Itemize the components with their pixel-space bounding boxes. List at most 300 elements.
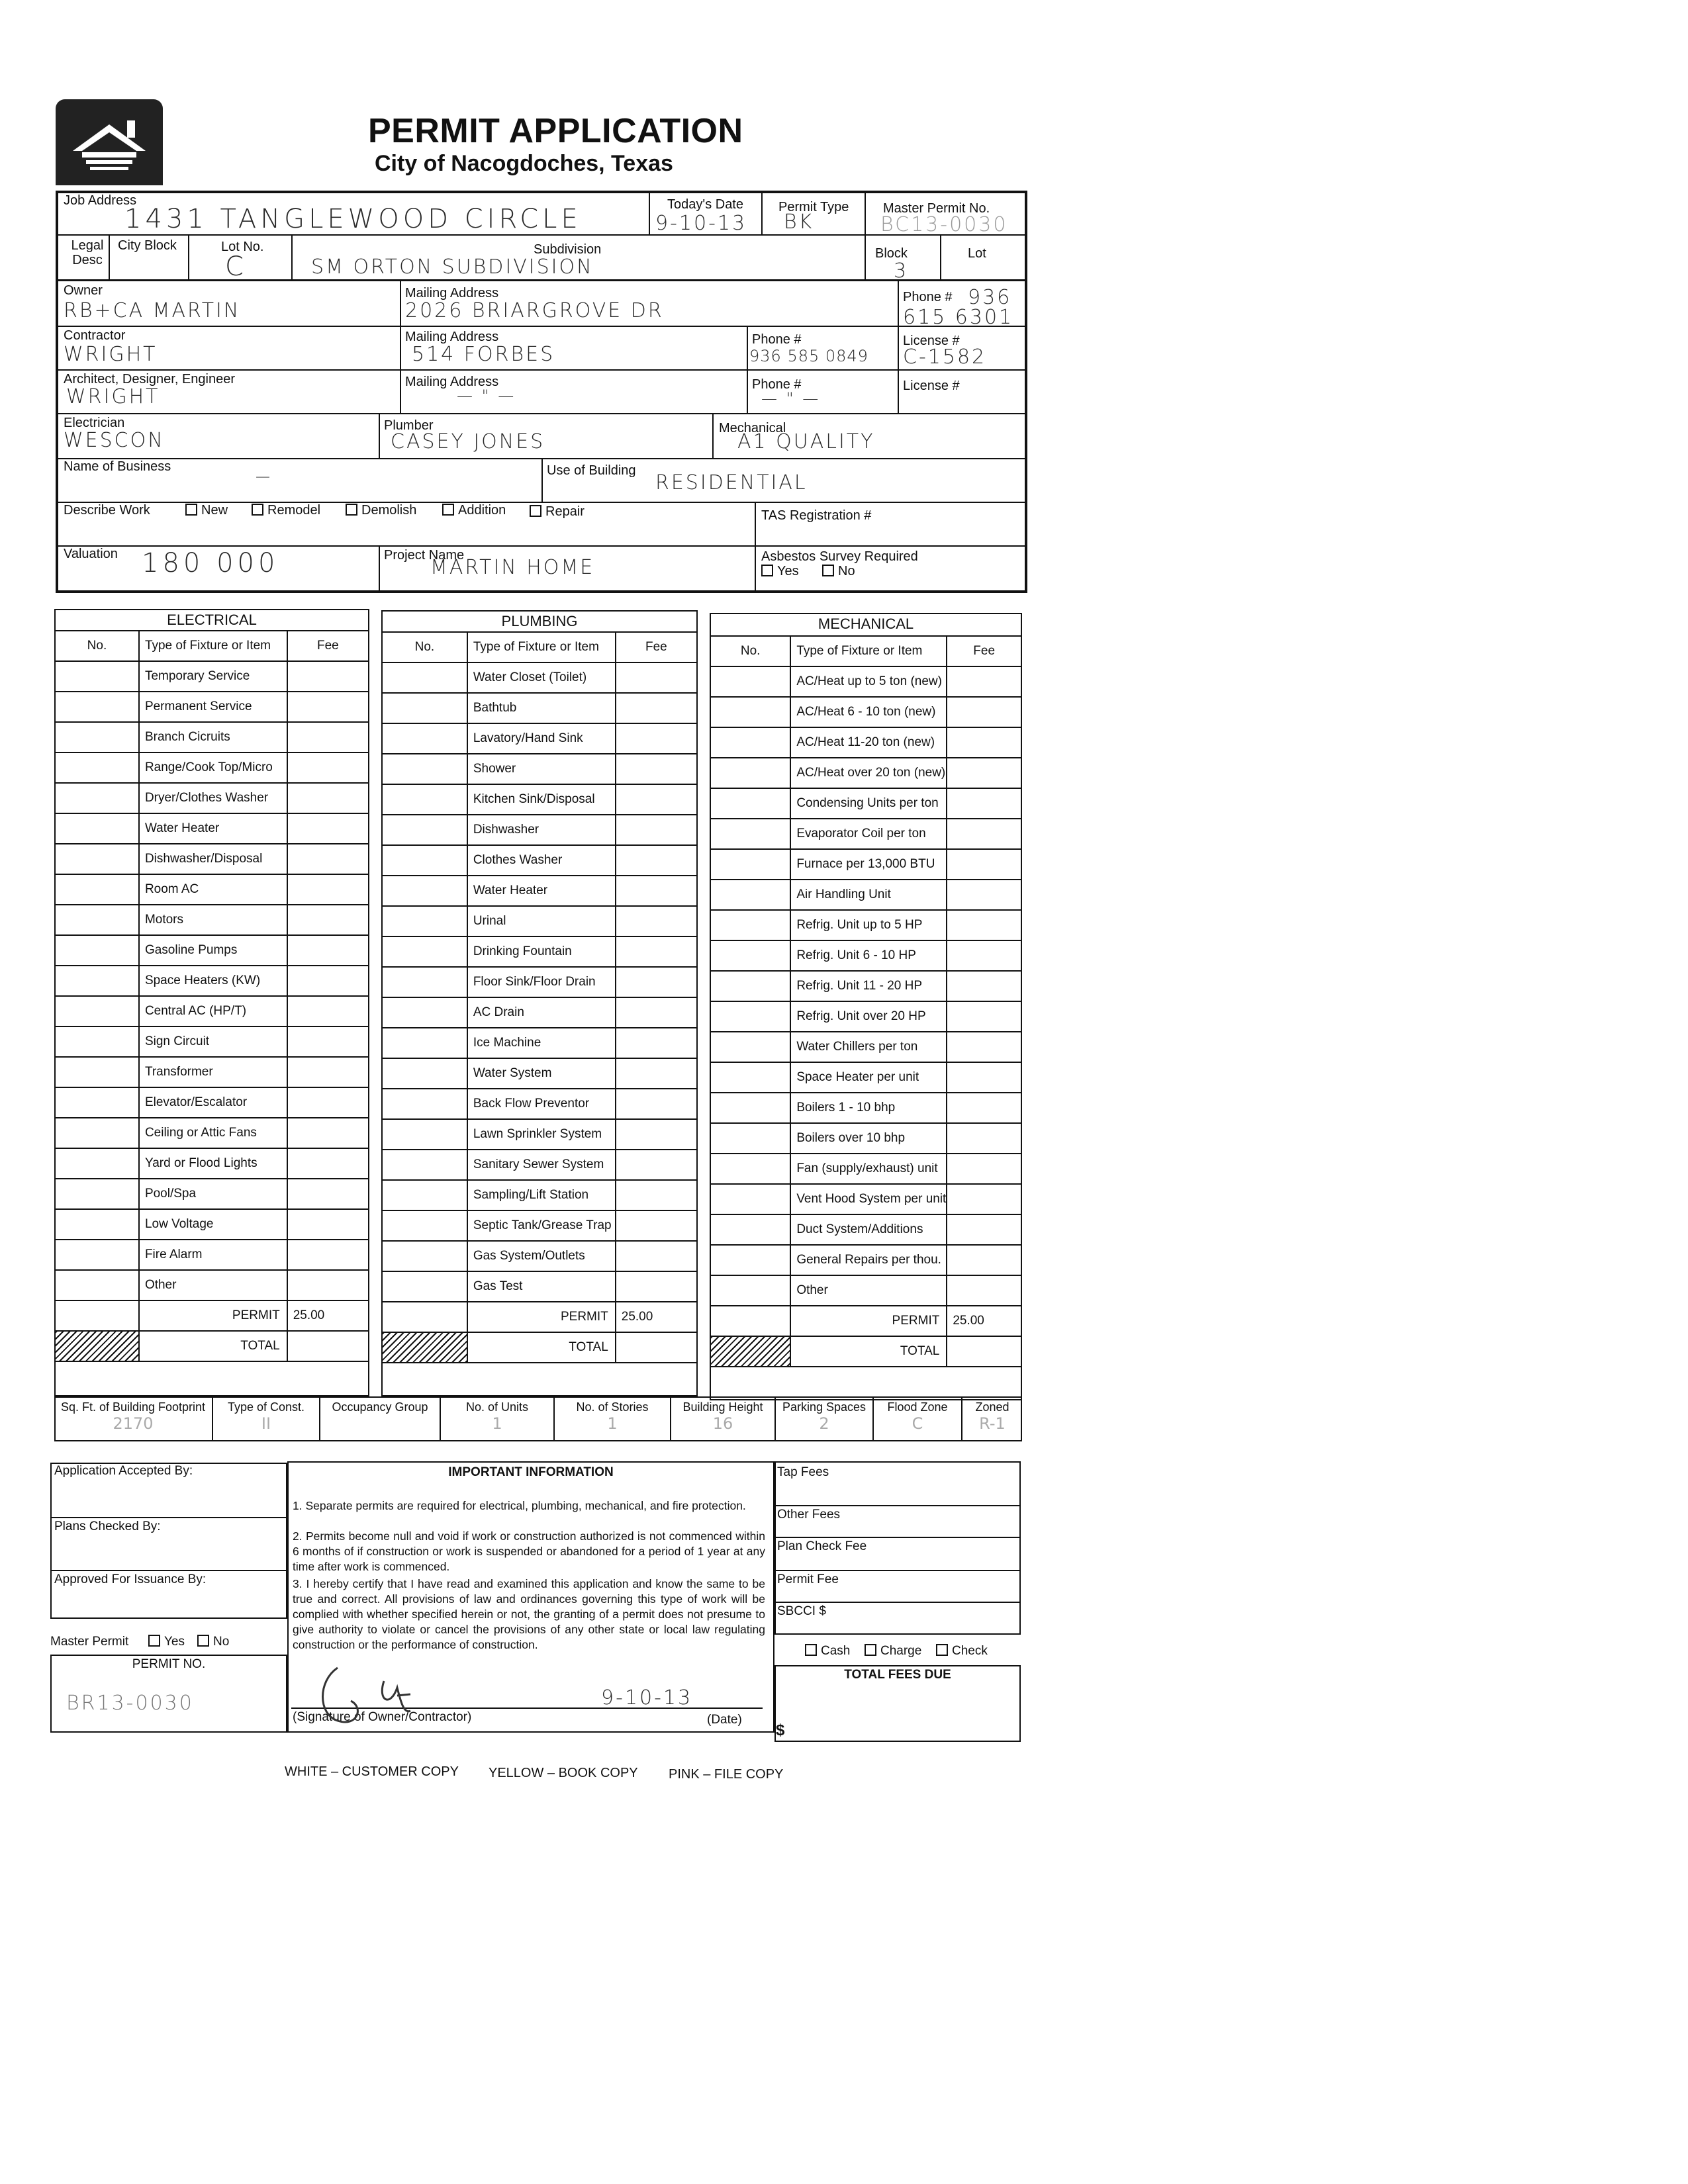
permit-type-label: Permit Type [778,200,849,214]
quantity-cell[interactable] [55,844,139,874]
work-type-demolish[interactable]: Demolish [346,503,416,518]
owner-phone-value-1[interactable]: 936 [968,286,1012,309]
fee-cell[interactable] [287,813,369,844]
fee-cell[interactable] [947,819,1021,849]
fixture-type-cell: Dryer/Clothes Washer [139,783,287,813]
fee-cell[interactable] [287,1240,369,1270]
info-paragraph-3: 3. I hereby certify that I have read and examined this application and know the same to be true and correct. All provisions of law and ordinances governing this type of work will be complied with whether specified herein or not, the granting of a permit does not presume to give authority to violate or cancel the provisions of any other state or local law regulating construction or the performance of construction. [293,1577,765,1651]
quantity-cell[interactable] [55,905,139,935]
quantity-cell[interactable] [710,1062,790,1093]
fixture-type-cell: Room AC [139,874,287,905]
fee-cell[interactable] [947,849,1021,880]
mechanical-title: MECHANICAL [818,615,914,632]
quantity-cell[interactable] [382,936,467,967]
permit-fee-value[interactable]: 25.00 [616,1302,697,1332]
table-row [710,1245,1021,1275]
electrical-table [54,630,369,1362]
block-label: Block [875,246,908,261]
fixture-type-cell: Boilers 1 - 10 bhp [790,1093,947,1123]
permit-fee-label: Permit Fee [777,1572,839,1586]
quantity-cell[interactable] [55,874,139,905]
table-row [55,722,369,752]
quantity-cell[interactable] [382,693,467,723]
fee-cell[interactable] [947,727,1021,758]
fee-cell[interactable] [947,910,1021,940]
architect-mailing-label: Mailing Address [405,375,499,389]
owner-value[interactable]: RB+CA MARTIN [64,299,241,322]
quantity-cell[interactable] [382,1058,467,1089]
quantity-cell[interactable] [710,1123,790,1154]
owner-mailing-value[interactable]: 2026 BRIARGROVE DR [405,299,664,322]
table-row [710,1184,1021,1214]
table-row [382,1271,697,1302]
page-title: PERMIT APPLICATION [368,112,743,150]
quantity-cell[interactable] [55,1179,139,1209]
quantity-cell[interactable] [382,1180,467,1210]
quantity-cell[interactable] [55,1148,139,1179]
mechanical-value[interactable]: A1 QUALITY [737,430,875,453]
project-name-value[interactable]: MARTIN HOME [430,556,595,579]
work-type-remodel[interactable]: Remodel [252,503,320,518]
fee-cell[interactable] [287,935,369,966]
quantity-cell[interactable] [55,966,139,996]
pay-check[interactable]: Check [936,1644,988,1659]
fee-cell[interactable] [287,874,369,905]
fee-cell[interactable] [287,1179,369,1209]
quantity-cell[interactable] [55,1057,139,1087]
quantity-cell[interactable] [55,1026,139,1057]
total-row [382,1332,697,1363]
work-type-addition[interactable]: Addition [442,503,506,518]
pay-charge[interactable]: Charge [865,1644,921,1659]
quantity-cell[interactable] [55,1240,139,1270]
fee-cell[interactable] [287,1087,369,1118]
fee-cell[interactable] [616,936,697,967]
fee-cell[interactable] [947,1245,1021,1275]
building-field-value[interactable]: 16 [712,1414,733,1433]
block-value[interactable]: 3 [894,259,909,283]
approval-box [50,1463,287,1619]
quantity-cell[interactable] [710,758,790,788]
quantity-cell[interactable] [55,783,139,813]
building-field [440,1396,553,1441]
quantity-cell[interactable] [382,723,467,754]
table-row [710,1214,1021,1245]
fee-cell[interactable] [616,906,697,936]
fee-cell[interactable] [947,1184,1021,1214]
building-field-value[interactable]: R-1 [979,1414,1006,1433]
fee-cell[interactable] [947,880,1021,910]
fee-cell[interactable] [287,722,369,752]
column-header: Type of Fixture or Item [139,631,287,661]
fee-cell[interactable] [287,1209,369,1240]
fixture-type-cell: Ceiling or Attic Fans [139,1118,287,1148]
quantity-cell[interactable] [710,910,790,940]
quantity-cell[interactable] [710,880,790,910]
work-type-new[interactable]: New [185,503,228,518]
fixture-type-cell: AC/Heat up to 5 ton (new) [790,666,947,697]
quantity-cell[interactable] [382,845,467,876]
asbestos-no[interactable]: No [822,564,855,578]
fee-cell[interactable] [616,997,697,1028]
electrical-title: ELECTRICAL [167,612,257,628]
contractor-value[interactable]: WRIGHT [64,343,158,366]
table-row [382,997,697,1028]
building-field-value[interactable]: II [261,1414,271,1433]
column-header: Type of Fixture or Item [790,636,947,666]
fee-cell[interactable] [947,1154,1021,1184]
quantity-cell[interactable] [55,935,139,966]
fee-cell[interactable] [616,754,697,784]
work-type-repair[interactable]: Repair [530,504,585,519]
fee-cell[interactable] [947,1032,1021,1062]
lot-no-value[interactable]: C [225,251,248,282]
important-info-title: IMPORTANT INFORMATION [448,1465,614,1479]
permit-row [382,1302,697,1332]
table-row [710,1062,1021,1093]
table-row [55,996,369,1026]
approved-by-label: Approved For Issuance By: [54,1572,207,1586]
job-address-label: Job Address [64,193,137,208]
fixture-type-cell: Dishwasher [467,815,616,845]
building-field-value[interactable]: 1 [607,1414,618,1433]
fixture-type-cell: Gas Test [467,1271,616,1302]
fee-cell[interactable] [287,1148,369,1179]
fee-cell[interactable] [287,1057,369,1087]
owner-phone-value-2[interactable]: 615 6301 [903,306,1014,329]
fee-cell[interactable] [947,940,1021,971]
table-row [382,967,697,997]
permit-label: PERMIT [790,1306,947,1336]
fee-cell[interactable] [616,1241,697,1271]
quantity-cell[interactable] [382,1028,467,1058]
fixture-type-cell: Refrig. Unit 6 - 10 HP [790,940,947,971]
fee-cell[interactable] [616,1089,697,1119]
table-row [55,1148,369,1179]
quantity-cell[interactable] [55,1118,139,1148]
fee-cell[interactable] [947,1062,1021,1093]
quantity-cell[interactable] [710,666,790,697]
fee-cell[interactable] [616,693,697,723]
lot-no-label: Lot No. [221,240,264,254]
total-value[interactable] [287,1331,369,1361]
quantity-cell[interactable] [55,1209,139,1240]
fixture-type-cell: Back Flow Preventor [467,1089,616,1119]
quantity-cell[interactable] [710,819,790,849]
building-field-value[interactable]: 1 [492,1414,502,1433]
quantity-cell[interactable] [382,754,467,784]
quantity-cell[interactable] [55,752,139,783]
city-block-label: City Block [118,238,177,253]
hatched-cell [382,1332,467,1363]
fee-cell[interactable] [616,1210,697,1241]
table-row [55,1087,369,1118]
contractor-label: Contractor [64,328,126,343]
fee-cell[interactable] [947,788,1021,819]
permit-row [710,1306,1021,1336]
quantity-cell[interactable] [55,661,139,692]
contractor-mailing-value[interactable]: 514 FORBES [412,343,555,366]
total-value[interactable] [947,1336,1021,1367]
fixture-type-cell: Water Closet (Toilet) [467,662,616,693]
table-row [55,752,369,783]
building-field-value[interactable]: C [912,1414,923,1433]
valuation-value[interactable]: 180 000 [142,548,279,578]
fixture-type-cell: Gas System/Outlets [467,1241,616,1271]
table-row [55,905,369,935]
table-row [55,1026,369,1057]
quantity-cell[interactable] [710,1154,790,1184]
accepted-by-label: Application Accepted By: [54,1464,193,1478]
table-row [382,936,697,967]
fee-cell[interactable] [947,666,1021,697]
table-row [55,1057,369,1087]
fixture-type-cell: Sanitary Sewer System [467,1150,616,1180]
fee-cell[interactable] [287,752,369,783]
fixture-type-cell: Central AC (HP/T) [139,996,287,1026]
building-field-label: Type of Const. [227,1400,305,1414]
quantity-cell[interactable] [382,1150,467,1180]
fee-cell[interactable] [287,1118,369,1148]
fixture-type-cell: Pool/Spa [139,1179,287,1209]
table-row [710,666,1021,697]
fixture-type-cell: Low Voltage [139,1209,287,1240]
table-row [710,1093,1021,1123]
business-name-value[interactable]: — [256,469,272,485]
quantity-cell[interactable] [55,996,139,1026]
fee-cell[interactable] [616,845,697,876]
quantity-cell[interactable] [382,1271,467,1302]
table-row [55,844,369,874]
table-row [382,876,697,906]
fixture-type-cell: Yard or Flood Lights [139,1148,287,1179]
house-logo-icon [56,99,163,185]
info-paragraph-1: 1. Separate permits are required for electrical, plumbing, mechanical, and fire protection. [293,1499,746,1512]
quantity-cell[interactable] [382,906,467,936]
electrician-value[interactable]: WESCON [64,429,165,452]
table-header [382,632,697,662]
signature-date-value[interactable]: 9-10-13 [601,1686,693,1709]
table-row [382,845,697,876]
asbestos-yes[interactable]: Yes [761,564,799,578]
plumber-value[interactable]: CASEY JONES [391,430,545,453]
quantity-cell[interactable] [55,813,139,844]
describe-work-label: Describe Work [64,503,150,518]
fee-cell[interactable] [287,783,369,813]
fixture-type-cell: AC Drain [467,997,616,1028]
fee-cell[interactable] [287,966,369,996]
architect-mailing-value[interactable]: — " — [457,387,516,405]
fixture-type-cell: AC/Heat over 20 ton (new) [790,758,947,788]
fee-cell[interactable] [947,1093,1021,1123]
job-address-value[interactable]: 1431 TANGLEWOOD CIRCLE [124,204,582,234]
quantity-cell[interactable] [382,815,467,845]
contractor-license-value[interactable]: C-1582 [903,345,987,369]
table-row [710,849,1021,880]
quantity-cell[interactable] [382,876,467,906]
fixture-type-cell: Elevator/Escalator [139,1087,287,1118]
table-row [710,1032,1021,1062]
fee-cell[interactable] [947,758,1021,788]
master-permit-yes[interactable]: Yes [148,1635,185,1649]
permit-fee-value[interactable]: 25.00 [287,1300,369,1331]
master-permit-no-value[interactable]: BC13-0030 [880,213,1008,236]
architect-phone-value[interactable]: — " — [761,389,821,408]
quantity-cell[interactable] [382,1210,467,1241]
master-permit-no[interactable]: No [197,1635,229,1649]
fee-cell[interactable] [616,1058,697,1089]
contractor-phone-value[interactable]: 936 585 0849 [749,347,868,365]
quantity-cell[interactable] [710,1214,790,1245]
quantity-cell[interactable] [710,940,790,971]
fixture-type-cell: AC/Heat 6 - 10 ton (new) [790,697,947,727]
total-value[interactable] [616,1332,697,1363]
building-field [319,1396,440,1441]
building-field [212,1396,319,1441]
table-row [382,906,697,936]
quantity-cell[interactable] [710,697,790,727]
quantity-cell[interactable] [55,722,139,752]
fixture-type-cell: Clothes Washer [467,845,616,876]
fixture-type-cell: Motors [139,905,287,935]
tas-registration-label: TAS Registration # [761,508,872,523]
fee-cell[interactable] [616,1119,697,1150]
quantity-cell[interactable] [710,788,790,819]
permit-fee-value[interactable]: 25.00 [947,1306,1021,1336]
fee-cell[interactable] [616,1271,697,1302]
fixture-type-cell: Space Heaters (KW) [139,966,287,996]
fee-cell[interactable] [616,1028,697,1058]
fee-cell[interactable] [947,971,1021,1001]
fixture-type-cell: Range/Cook Top/Micro [139,752,287,783]
table-row [710,788,1021,819]
todays-date-value[interactable]: 9-10-13 [655,212,747,235]
pay-cash[interactable]: Cash [805,1644,850,1659]
fee-cell[interactable] [616,723,697,754]
building-field-value[interactable]: 2 [819,1414,829,1433]
table-row [710,1001,1021,1032]
total-label: TOTAL [139,1331,287,1361]
quantity-cell[interactable] [710,1032,790,1062]
quantity-cell[interactable] [382,997,467,1028]
table-row [382,754,697,784]
fee-cell[interactable] [947,1214,1021,1245]
table-row [55,692,369,722]
building-field [553,1396,670,1441]
fee-cell[interactable] [287,1270,369,1300]
fee-cell[interactable] [616,876,697,906]
quantity-cell[interactable] [382,662,467,693]
quantity-cell[interactable] [710,1275,790,1306]
table-row [382,662,697,693]
valuation-label: Valuation [64,547,118,561]
asbestos-label: Asbestos Survey Required [761,549,918,564]
page-subtitle: City of Nacogdoches, Texas [375,151,673,176]
building-field-label: Occupancy Group [332,1400,428,1414]
master-permit-no-label: Master Permit No. [883,201,990,216]
table-row [710,697,1021,727]
fee-cell[interactable] [616,967,697,997]
table-row [382,1241,697,1271]
quantity-cell[interactable] [710,849,790,880]
fixture-type-cell: Bathtub [467,693,616,723]
building-field-label: Zoned [975,1400,1009,1414]
fee-cell[interactable] [287,844,369,874]
fee-cell[interactable] [287,661,369,692]
fixture-type-cell: Boilers over 10 bhp [790,1123,947,1154]
subdivision-value[interactable]: SM ORTON SUBDIVISION [311,255,594,279]
quantity-cell[interactable] [710,1093,790,1123]
quantity-cell[interactable] [710,1001,790,1032]
quantity-cell[interactable] [710,1184,790,1214]
fee-cell[interactable] [287,905,369,935]
fixture-type-cell: Drinking Fountain [467,936,616,967]
quantity-cell[interactable] [55,1087,139,1118]
fee-cell[interactable] [947,1001,1021,1032]
quantity-cell[interactable] [382,967,467,997]
quantity-cell[interactable] [55,1270,139,1300]
architect-license-label: License # [903,379,960,393]
fee-cell[interactable] [616,815,697,845]
footer-pink-copy: PINK – FILE COPY [669,1767,784,1782]
total-fees-dollar: $ [776,1721,785,1739]
fee-cell[interactable] [616,1150,697,1180]
fee-cell[interactable] [287,996,369,1026]
fee-cell[interactable] [616,662,697,693]
table-row [55,813,369,844]
hatched-cell [710,1336,790,1367]
quantity-cell[interactable] [55,692,139,722]
building-field-label: Parking Spaces [782,1400,867,1414]
use-of-building-value[interactable]: RESIDENTIAL [655,471,808,494]
quantity-cell[interactable] [382,1089,467,1119]
quantity-cell[interactable] [382,784,467,815]
architect-value[interactable]: WRIGHT [66,385,160,408]
fee-cell[interactable] [947,1123,1021,1154]
fee-cell[interactable] [947,697,1021,727]
column-header: Fee [947,636,1021,666]
fee-cell[interactable] [287,692,369,722]
contractor-license-label: License # [903,334,960,348]
fee-cell[interactable] [616,784,697,815]
permit-no-value[interactable]: BR13-0030 [66,1692,194,1715]
fixture-type-cell: Sign Circuit [139,1026,287,1057]
fixture-type-cell: Dishwasher/Disposal [139,844,287,874]
fee-cell[interactable] [947,1275,1021,1306]
contractor-phone-label: Phone # [752,332,802,347]
lot-label: Lot [968,246,986,261]
permit-label: PERMIT [139,1300,287,1331]
fixture-type-cell: Water Chillers per ton [790,1032,947,1062]
quantity-cell[interactable] [710,971,790,1001]
fixture-type-cell: Fan (supply/exhaust) unit [790,1154,947,1184]
table-header [55,631,369,661]
column-header: Fee [616,632,697,662]
fee-cell[interactable] [287,1026,369,1057]
table-row [382,1028,697,1058]
table-row [55,1270,369,1300]
fee-cell[interactable] [616,1180,697,1210]
quantity-cell[interactable] [382,1241,467,1271]
quantity-cell[interactable] [710,1245,790,1275]
table-row [382,1210,697,1241]
quantity-cell[interactable] [382,1119,467,1150]
permit-type-value[interactable]: BK [784,210,814,234]
fixture-type-cell: Gasoline Pumps [139,935,287,966]
quantity-cell[interactable] [710,727,790,758]
table-row [55,1118,369,1148]
building-field-value[interactable]: 2170 [113,1414,154,1433]
